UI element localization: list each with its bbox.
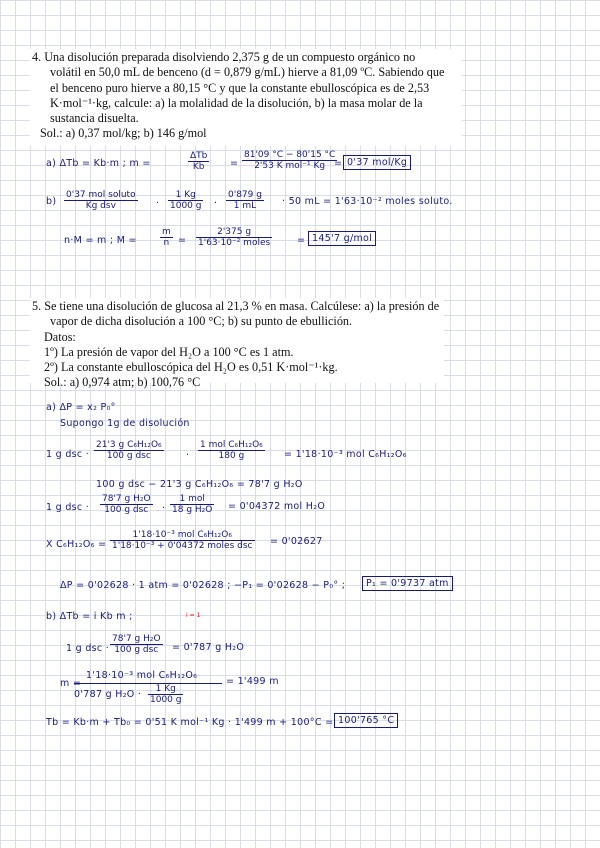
work5-line3-tail: = 1'18·10⁻³ mol C₆H₁₂O₆ <box>284 449 407 460</box>
work5-b2-left: 1 g dsc · <box>66 643 110 654</box>
fraction-denominator: n <box>163 238 170 248</box>
work4-b2-fraction <box>160 227 173 248</box>
work5-line7-result-box: P₁ = 0'9737 atm <box>362 576 453 591</box>
fraction-denominator: 180 g <box>218 451 245 461</box>
fraction-numerator: 78'7 g H₂O <box>102 494 151 504</box>
work4-a-result-box: 0'37 mol/Kg <box>343 155 411 170</box>
work5-line5-dot: · <box>162 503 166 514</box>
fraction-numerator: 81'09 °C − 80'15 °C <box>244 150 336 160</box>
work4-b2-result-box: 145'7 g/mol <box>308 231 376 246</box>
fraction-numerator: 1 mol <box>170 494 214 505</box>
problem-4-line: K·mol⁻¹·kg, calcule: a) la molalidad de la disolución, b) la masa molar de la <box>50 95 423 110</box>
work5-line3-left: 1 g dsc · <box>46 449 90 460</box>
work5-b3-top: 1'18·10⁻³ mol C₆H₁₂O₆ <box>86 670 198 681</box>
problem-4-line: sustancia disuelta. <box>50 111 139 126</box>
fraction-denominator: 100 g dsc <box>106 451 151 461</box>
work5-line4: 100 g dsc − 21'3 g C₆H₁₂O₆ = 78'7 g H₂O <box>96 479 303 490</box>
work5-a1: a) ΔP = x₂ P₀° <box>46 402 116 413</box>
fraction-numerator: 2'375 g <box>196 227 272 238</box>
work5-line7: ΔP = 0'02628 · 1 atm = 0'02628 ; −P₁ = 0'02628 − P₀° ; <box>60 580 346 591</box>
fraction-denominator: 2'53 K mol⁻¹ Kg <box>254 161 326 171</box>
work5-b4-result-box: 100'765 °C <box>334 713 398 728</box>
work5-b1: b) ΔTb = i Kb m ; <box>46 611 133 622</box>
problem-4-line: 4. Una disolución preparada disolviendo 2,375 g de un compuesto orgánico no <box>32 50 416 64</box>
work5-line5-fraction-1 <box>100 494 153 515</box>
work4-a-equals-2: = <box>334 158 343 169</box>
fraction-denominator: 1'18·10⁻³ + 0'04372 moles dsc <box>112 541 253 551</box>
work5-line6-left: X C₆H₁₂O₆ = <box>46 539 107 550</box>
work4-b2-label: n·M = m ; M = <box>64 235 137 246</box>
fraction-denominator: 1'63·10⁻² moles <box>198 238 271 248</box>
work5-b3-tail: = 1'499 m <box>226 676 279 687</box>
work5-b4: Tb = Kb·m + Tb₀ = 0'51 K mol⁻¹ Kg · 1'499 m + 100°C = <box>46 717 334 728</box>
problem-5-line: vapor de dicha disolución a 100 °C; b) su punto de ebullición. <box>50 314 353 329</box>
problem-5-line: 2º) La constante ebulloscópica del H₂O es 0,51 K·mol⁻¹·kg. <box>44 360 338 375</box>
work5-line5-left: 1 g dsc · <box>46 502 90 513</box>
work5-b2-tail: = 0'787 g H₂O <box>172 642 245 653</box>
problem-4-line: el benceno puro hierve a 80,15 °C y que la constante ebulloscópica es de 2,53 <box>50 80 430 95</box>
fraction-numerator: 78'7 g H₂O <box>112 634 161 644</box>
fraction-numerator: ΔTb <box>190 151 208 161</box>
fraction-numerator: 0'37 mol soluto <box>66 190 136 200</box>
work4-b-tail: · 50 mL = 1'63·10⁻² moles soluto. <box>282 196 453 207</box>
work4-b-fraction-3 <box>226 190 264 211</box>
work4-a-equals: = <box>230 158 239 169</box>
work5-line3-fraction-1 <box>94 440 164 461</box>
fraction-denominator: 100 g dsc <box>114 645 159 655</box>
fraction-denominator: 1000 g <box>170 201 202 211</box>
work4-b-fraction-2 <box>168 190 203 211</box>
work4-a-label: a) ΔTb = Kb·m ; m = <box>46 158 151 169</box>
problem-5-line: 5. Se tiene una disolución de glucosa al 21,3 % en masa. Calcúlese: a) la presión de <box>32 299 440 313</box>
work5-b2-fraction <box>110 634 163 655</box>
fraction-numerator: 1 mol C₆H₁₂O₆ <box>200 440 263 450</box>
fraction-numerator: 1'18·10⁻³ mol C₆H₁₂O₆ <box>110 530 255 541</box>
fraction-denominator: 1 mL <box>233 201 257 211</box>
work5-line3-fraction-2 <box>198 440 265 461</box>
problem-4-line: volátil en 50,0 mL de benceno (d = 0,879 g/mL) hierve a 81,09 ºC. Sabiendo que <box>50 65 445 80</box>
fraction-numerator: 1 Kg <box>168 190 203 201</box>
work5-line5-fraction-2 <box>170 494 214 515</box>
work5-b3-left: m = <box>60 678 82 689</box>
fraction-denominator: Kg dsv <box>85 201 116 211</box>
work4-b-dot-2: · <box>214 198 218 209</box>
work5-b3-bottom-left: 0'787 g H₂O · <box>74 689 142 700</box>
work4-b2-equals-2: = <box>297 235 306 246</box>
fraction-denominator: 100 g dsc <box>104 505 149 515</box>
work5-b3-fraction <box>148 684 183 705</box>
work4-b-dot-1: · <box>156 198 160 209</box>
work5-b1-red-note: i = 1 <box>186 612 201 619</box>
work4-b2-equals: = <box>178 235 187 246</box>
fraction-numerator: 21'3 g C₆H₁₂O₆ <box>96 440 162 450</box>
problem-5-statement <box>30 298 444 390</box>
fraction-numerator: 0'879 g <box>228 190 262 200</box>
fraction-numerator: m <box>162 227 171 237</box>
problem-5-line: Datos: <box>44 329 76 344</box>
work4-a-fraction-values <box>242 150 337 171</box>
fraction-denominator: 1000 g <box>150 695 182 705</box>
work5-a2: Supongo 1g de disolución <box>60 418 190 429</box>
work5-line5-tail: = 0'04372 mol H₂O <box>228 501 326 512</box>
work4-b-label: b) <box>46 196 57 207</box>
fraction-numerator: 1 Kg <box>148 684 183 695</box>
work4-b-fraction-1 <box>64 190 138 211</box>
problem-5-line: 1º) La presión de vapor del H₂O a 100 °C es 1 atm. <box>44 344 294 359</box>
work4-b2-fraction-values <box>196 227 272 248</box>
work5-line6-tail: = 0'02627 <box>270 536 323 547</box>
problem-4-solution: Sol.: a) 0,37 mol/kg; b) 146 g/mol <box>40 126 207 141</box>
fraction-denominator: 18 g H₂O <box>172 505 213 515</box>
work5-line6-fraction <box>110 530 255 551</box>
problem-5-solution: Sol.: a) 0,974 atm; b) 100,76 °C <box>44 375 201 390</box>
problem-4-statement <box>30 49 462 146</box>
fraction-denominator: Kb <box>192 162 205 172</box>
work4-a-fraction <box>188 151 209 172</box>
work5-line3-dot: · <box>186 450 190 461</box>
